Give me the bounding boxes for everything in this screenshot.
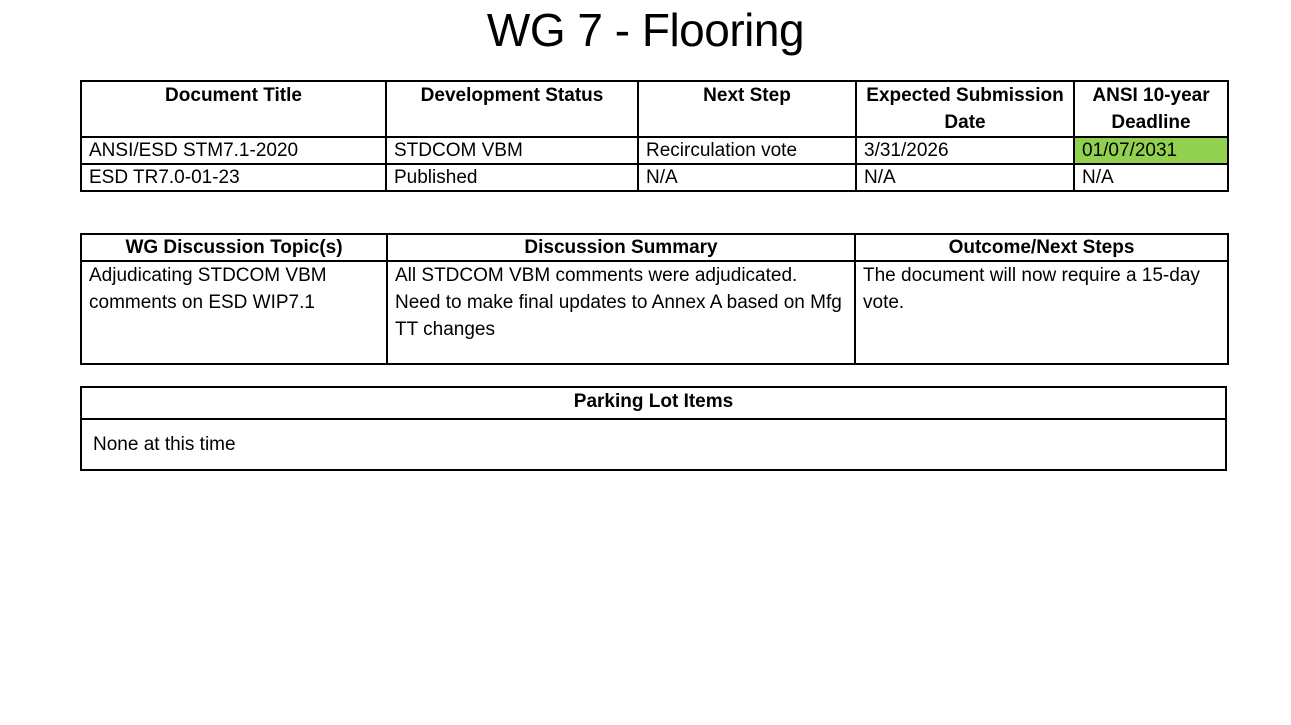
- header-discussion-summary: Discussion Summary: [387, 234, 855, 261]
- cell-ansi-deadline-highlighted: 01/07/2031: [1074, 137, 1228, 164]
- cell-discussion-summary: All STDCOM VBM comments were adjudicated. Need to make final updates to Annex A based on Mfg TT changes: [387, 261, 855, 364]
- cell-discussion-topic: Adjudicating STDCOM VBM comments on ESD WIP7.1: [81, 261, 387, 364]
- cell-expected-submission-date: 3/31/2026: [856, 137, 1074, 164]
- cell-parking-lot-content: None at this time: [81, 419, 1226, 470]
- header-document-title: Document Title: [81, 81, 386, 137]
- header-outcome-next-steps: Outcome/Next Steps: [855, 234, 1228, 261]
- cell-next-step: Recirculation vote: [638, 137, 856, 164]
- parking-lot-table: [80, 386, 1227, 471]
- table-row: [81, 137, 1228, 164]
- header-parking-lot-items: Parking Lot Items: [81, 387, 1226, 419]
- slide-title: WG 7 - Flooring: [486, 4, 805, 56]
- table-header-row: [81, 387, 1226, 419]
- document-status-table: [80, 80, 1229, 192]
- table-header-row: [81, 234, 1228, 261]
- table-row: [81, 164, 1228, 191]
- header-development-status: Development Status: [386, 81, 638, 137]
- cell-next-step: N/A: [638, 164, 856, 191]
- header-next-step: Next Step: [638, 81, 856, 137]
- cell-document-title: ANSI/ESD STM7.1-2020: [81, 137, 386, 164]
- header-ansi-deadline: ANSI 10-year Deadline: [1074, 81, 1228, 137]
- cell-development-status: STDCOM VBM: [386, 137, 638, 164]
- cell-outcome-next-steps: The document will now require a 15-day vote.: [855, 261, 1228, 364]
- header-discussion-topic: WG Discussion Topic(s): [81, 234, 387, 261]
- table-header-row: [81, 81, 1228, 137]
- discussion-table: [80, 233, 1229, 365]
- cell-document-title: ESD TR7.0-01-23: [81, 164, 386, 191]
- cell-development-status: Published: [386, 164, 638, 191]
- cell-expected-submission-date: N/A: [856, 164, 1074, 191]
- header-expected-submission-date: Expected Submission Date: [856, 81, 1074, 137]
- cell-ansi-deadline: N/A: [1074, 164, 1228, 191]
- table-row: [81, 419, 1226, 470]
- table-row: [81, 261, 1228, 364]
